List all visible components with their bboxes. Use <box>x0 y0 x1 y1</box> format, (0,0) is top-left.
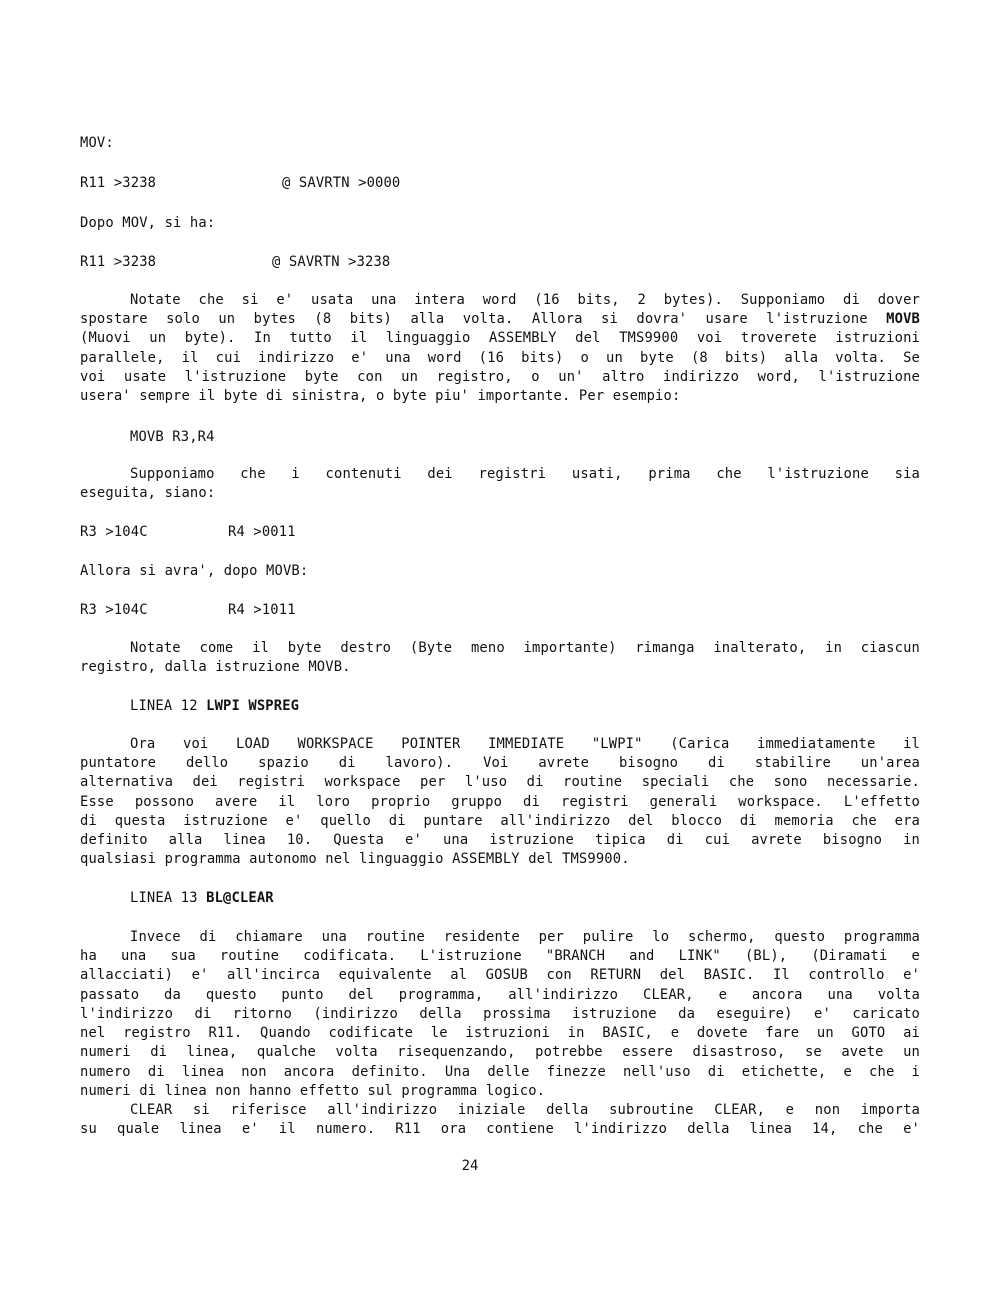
para1-line: (Muovi un byte). In tutto il linguaggio ASSEMBLY del TMS9900 voi troverete istruzioni <box>80 330 920 346</box>
para2-line: eseguita, siano: <box>80 485 216 501</box>
para6-line: su quale linea e' il numero. R11 ora contiene l'indirizzo della linea 14, che e' <box>80 1121 920 1137</box>
para1-line: parallele, il cui indirizzo e' una word (16 bits) o un byte (8 bits) alla volta. Se <box>80 350 920 366</box>
r3-after: R3 >104C <box>80 602 148 618</box>
r3-before: R3 >104C <box>80 524 148 540</box>
para3-line: Notate come il byte destro (Byte meno importante) rimanga inalterato, in ciascun <box>130 640 920 656</box>
para4-line: Ora voi LOAD WORKSPACE POINTER IMMEDIATE "LWPI" (Carica immediatamente il <box>130 736 920 752</box>
heading-instruction: BL@CLEAR <box>206 890 274 906</box>
register-before: R11 >3238 <box>80 175 157 191</box>
memory-before: @ SAVRTN >0000 <box>282 175 401 191</box>
register-after: R11 >3238 <box>80 254 157 270</box>
movb-bold: MOVB <box>886 311 920 327</box>
para4-line: qualsiasi programma autonomo nel linguaggio ASSEMBLY del TMS9900. <box>80 851 630 867</box>
heading-prefix: LINEA 13 <box>130 890 207 906</box>
heading-linea-12 <box>130 697 299 716</box>
para4-line: alternativa dei registri workspace per l'uso di routine speciali che sono necessarie. <box>80 774 920 790</box>
para5-line: l'indirizzo di ritorno (indirizzo della prossima istruzione da eseguire) e' caricato <box>80 1006 920 1022</box>
para1-line: usera' sempre il byte di sinistra, o byte piu' importante. Per esempio: <box>80 388 681 404</box>
para5-line: numeri di linea, qualche volta risequenzando, potrebbe essere disastroso, se avete un <box>80 1044 920 1060</box>
para4-line: Esse possono avere il loro proprio gruppo di registri generali workspace. L'effetto <box>80 794 920 810</box>
para4-line: definito alla linea 10. Questa e' una istruzione tipica di cui avrete bisogno in <box>80 832 920 848</box>
para2-line: Supponiamo che i contenuti dei registri usati, prima che l'istruzione sia <box>130 466 920 482</box>
memory-after: @ SAVRTN >3238 <box>272 254 391 270</box>
para1-line: voi usate l'istruzione byte con un registro, o un' altro indirizzo word, l'istruzione <box>80 369 920 385</box>
para3-line: registro, dalla istruzione MOVB. <box>80 659 351 675</box>
para5-line: Invece di chiamare una routine residente per pulire lo schermo, questo programma <box>130 929 920 945</box>
para1-line-text: spostare solo un bytes (8 bits) alla volta. Allora si dovra' usare l'istruzione <box>80 311 887 327</box>
heading-linea-13 <box>130 889 274 908</box>
mov-heading: MOV: <box>80 135 114 151</box>
para5-line: allacciati) e' all'incirca equivalente al GOSUB con RETURN del BASIC. Il controllo e' <box>80 967 920 983</box>
after-movb-label: Allora si avra', dopo MOVB: <box>80 563 309 579</box>
para5-line: passato da questo punto del programma, all'indirizzo CLEAR, e ancora una volta <box>80 987 920 1003</box>
r4-after: R4 >1011 <box>228 602 296 618</box>
para5-line: numero di linea non ancora definito. Una delle finezze nell'uso di etichette, e che i <box>80 1064 920 1080</box>
para5-line: nel registro R11. Quando codificate le istruzioni in BASIC, e dovete fare un GOTO ai <box>80 1025 920 1041</box>
para1-line: Notate che si e' usata una intera word (16 bits, 2 bytes). Supponiamo di dover <box>130 292 920 308</box>
heading-prefix: LINEA 12 <box>130 698 207 714</box>
heading-instruction: LWPI WSPREG <box>206 698 300 714</box>
para4-line: puntatore dello spazio di lavoro). Voi avrete bisogno di stabilire un'area <box>80 755 920 771</box>
para5-line: ha una sua routine codificata. L'istruzione "BRANCH and LINK" (BL), (Diramati e <box>80 948 920 964</box>
para5-line: numeri di linea non hanno effetto sul programma logico. <box>80 1083 546 1099</box>
para6-line: CLEAR si riferisce all'indirizzo iniziale della subroutine CLEAR, e non importa <box>130 1102 920 1118</box>
page-number: 24 <box>461 1158 479 1174</box>
para4-line: di questa istruzione e' quello di puntare all'indirizzo del blocco di memoria che era <box>80 813 920 829</box>
after-mov-label: Dopo MOV, si ha: <box>80 215 216 231</box>
para1-line <box>80 310 920 329</box>
r4-before: R4 >0011 <box>228 524 296 540</box>
example-instruction: MOVB R3,R4 <box>130 429 215 445</box>
